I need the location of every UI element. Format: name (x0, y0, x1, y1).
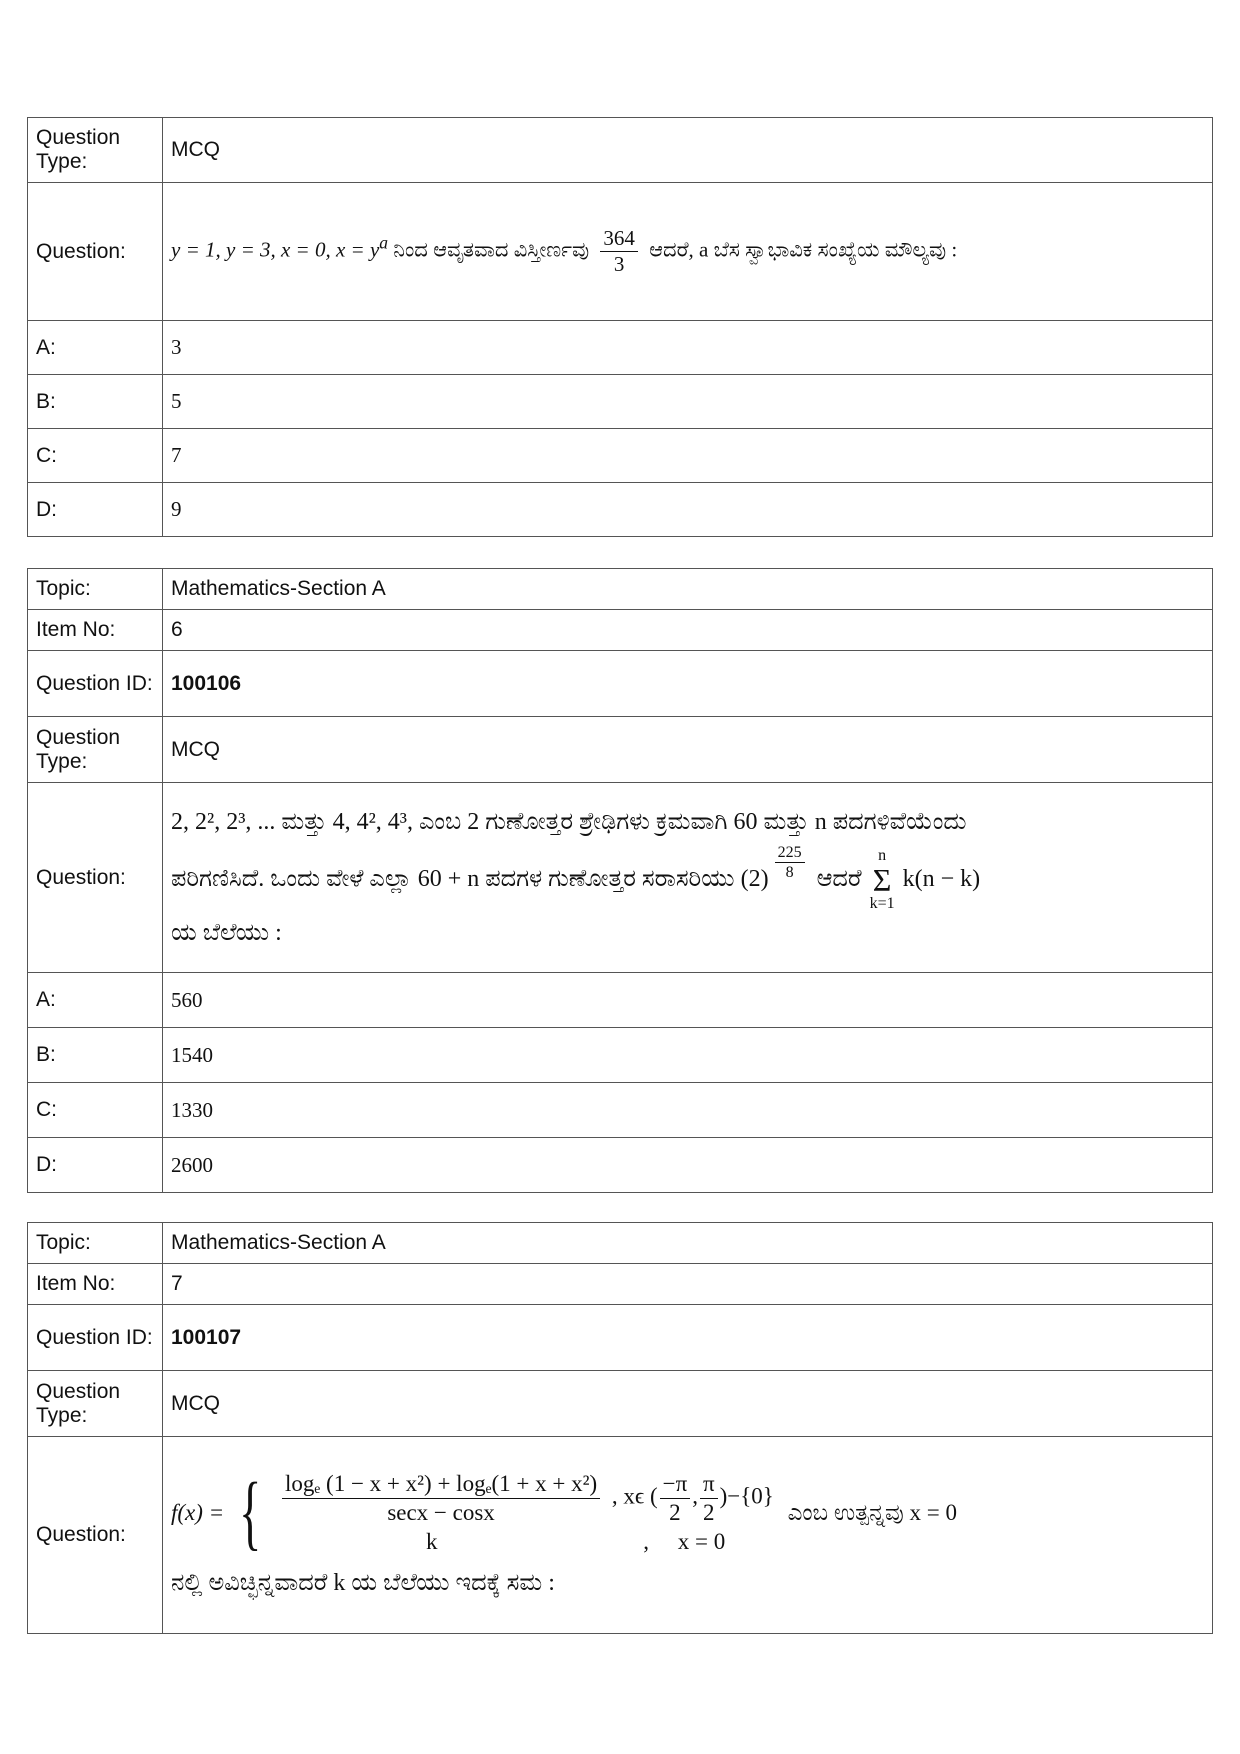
sum-upper-limit: n (878, 847, 887, 865)
item-no-label: Item No: (28, 610, 163, 651)
question-type-value: MCQ (163, 1371, 1213, 1437)
sequence-2: 4, 4², 4³, (332, 808, 413, 835)
topic-label: Topic: (28, 569, 163, 610)
question-type-value: MCQ (163, 717, 1213, 783)
question-id-label: Question ID: (28, 651, 163, 717)
option-a-label: A: (28, 973, 163, 1028)
excluded-set: −{0} (727, 1483, 774, 1509)
fraction-denominator: 3 (613, 252, 625, 276)
piece-1-numerator: logₑ (1 − x + x²) + logₑ(1 + x + x²) (282, 1470, 600, 1499)
option-a-label: A: (28, 321, 163, 375)
piece-2-condition: , x = 0 (643, 1528, 726, 1554)
question-type-label: Question Type: (28, 118, 163, 183)
sequence-1: 2, 2², 2³, ... (171, 808, 276, 835)
question-type-label: Question Type: (28, 717, 163, 783)
piecewise-definition (171, 1466, 1204, 1560)
option-c-label: C: (28, 429, 163, 483)
piece-1-condition: , xϵ (611, 1483, 645, 1509)
piece-1-denominator: secx − cosx (387, 1499, 495, 1525)
topic-value: Mathematics-Section A (163, 1223, 1213, 1264)
question-kannada-text: ನಲ್ಲಿ ಅವಿಚ್ಛಿನ್ನವಾದರೆ k ಯ ಬೆಲೆಯು ಇದಕ್ಕೆ ಸಮ : (171, 1570, 555, 1597)
item-no-value: 6 (163, 610, 1213, 651)
topic-value: Mathematics-Section A (163, 569, 1213, 610)
interval-upper-num: π (700, 1470, 718, 1499)
sigma-symbol: Σ (872, 862, 892, 899)
option-d-value: 9 (163, 483, 1213, 537)
interval-close: ) (719, 1483, 728, 1509)
gm-base: (2) (740, 865, 769, 892)
option-d-value: 2600 (163, 1138, 1213, 1193)
question-kannada-text: ಎಂಬ 2 ಗುಣೋತ್ತರ ಶ್ರೇಢಿಗಳು ಕ್ರಮವಾಗಿ 60 ಮತ್ತು n ಪದಗಳಿವೆಯೆಂದು (419, 808, 967, 835)
gm-exponent (775, 843, 805, 882)
exponent-denominator: 8 (785, 863, 794, 881)
question-kannada-text: ಮತ್ತು (281, 808, 327, 835)
sum-lower-limit: k=1 (869, 895, 895, 913)
question-text (163, 1437, 1213, 1634)
question-text (163, 783, 1213, 973)
option-b-value: 5 (163, 375, 1213, 429)
exponent-a: a (379, 232, 389, 253)
option-a-value: 3 (163, 321, 1213, 375)
option-c-value: 1330 (163, 1083, 1213, 1138)
option-b-label: B: (28, 375, 163, 429)
piece-1: $\frac{\text{logₑ (1 − x + x²) + logₑ(1 + x + x²)}}{\sec x - \cos x}$ , xϵ ( $\frac{-\pi}{2}$ , $\frac{\pi}{2}$ )−{0} (276, 1470, 774, 1526)
question-line-2 (171, 843, 1204, 913)
item-no-value: 7 (163, 1264, 1213, 1305)
interval-open: ( (649, 1483, 658, 1509)
piece-2-value: k (426, 1528, 438, 1554)
left-brace: { (239, 1466, 262, 1560)
question-text (163, 183, 1213, 321)
sum-expression: k(n − k) (902, 865, 981, 892)
option-c-value: 7 (163, 429, 1213, 483)
question-kannada-text: ಎಂಬ ಉತ್ಪನ್ನವು x = 0 (787, 1500, 957, 1526)
fraction-numerator: 364 (600, 226, 638, 252)
question-kannada-text: ಆದರೆ (816, 865, 862, 892)
question-line-1 (171, 801, 1204, 843)
interval-lower-den: 2 (669, 1499, 681, 1525)
function-name: f(x) = (171, 1500, 225, 1526)
question-kannada-text: ಯ ಬೆಲೆಯು : (171, 920, 282, 947)
option-b-label: B: (28, 1028, 163, 1083)
question-type-label: Question Type: (28, 1371, 163, 1437)
question-math: y = 1, y = 3, x = 0, x = y (171, 237, 380, 262)
question-id-label: Question ID: (28, 1305, 163, 1371)
question-line-3 (171, 912, 1204, 954)
option-d-label: D: (28, 1138, 163, 1193)
topic-label: Topic: (28, 1223, 163, 1264)
piece-1-fraction (282, 1470, 600, 1526)
item-no-label: Item No: (28, 1264, 163, 1305)
question-label: Question: (28, 1437, 163, 1634)
question-kannada-text: ಪರಿಗಣಿಸಿದೆ. ಒಂದು ವೇಳೆ ಎಲ್ಲಾ 60 + n ಪದಗಳ ಗುಣೋತ್ತರ ಸರಾಸರಿಯು (171, 865, 735, 892)
area-fraction (600, 226, 638, 277)
piece-cases (276, 1470, 774, 1556)
question-line-2 (171, 1568, 1204, 1599)
option-c-label: C: (28, 1083, 163, 1138)
question-id-value: 100107 (163, 1305, 1213, 1371)
interval-lower (660, 1470, 691, 1526)
question-block-1 (27, 117, 1213, 537)
question-block-7 (27, 1222, 1213, 1634)
exponent-numerator: 225 (775, 843, 805, 863)
interval-lower-num: −π (660, 1470, 691, 1499)
option-d-label: D: (28, 483, 163, 537)
question-block-6 (27, 568, 1213, 1193)
option-a-value: 560 (163, 973, 1213, 1028)
question-id-value: 100106 (163, 651, 1213, 717)
interval-upper-den: 2 (703, 1499, 715, 1525)
option-b-value: 1540 (163, 1028, 1213, 1083)
interval-upper (700, 1470, 718, 1526)
piece-2 (276, 1527, 774, 1557)
question-label: Question: (28, 183, 163, 321)
summation (870, 848, 895, 912)
question-kannada-text: ಆದರೆ, a ಬೆಸ ಸ್ವಾಭಾವಿಕ ಸಂಖ್ಯೆಯ ಮೌಲ್ಯವು : (649, 237, 958, 262)
question-kannada-text: ನಿಂದ ಆವೃತವಾದ ವಿಸ್ತೀರ್ಣವು (393, 237, 590, 262)
question-label: Question: (28, 783, 163, 973)
question-type-value: MCQ (163, 118, 1213, 183)
